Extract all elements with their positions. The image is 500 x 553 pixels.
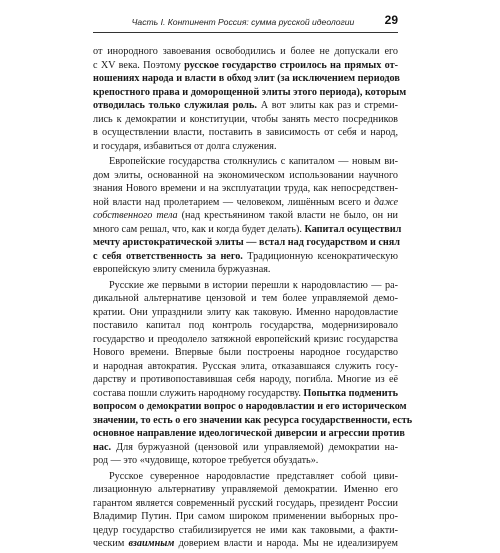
bold-emphasis: основное направление идеологической диверсии и агрессии против <box>93 428 405 439</box>
paragraph <box>93 45 407 153</box>
paragraph <box>93 155 402 277</box>
text-run: знания Нового времени и на эксплуатации труда, как непосредствен- <box>93 183 398 194</box>
text-run: с XV века. Поэтому <box>93 59 185 71</box>
bold-emphasis: отводилась только служилая роль. <box>93 100 257 111</box>
text-line <box>93 169 398 183</box>
text-line <box>93 306 398 320</box>
italic-emphasis: собственного тела <box>93 210 178 221</box>
text-line <box>93 537 398 551</box>
running-header: Часть I. Континент Россия: сумма русской идеологии <box>131 17 355 27</box>
text-line <box>93 497 398 511</box>
text-run: в осуществлении власти, поставить в зависимость от себя и народ, <box>93 127 398 138</box>
text-run: государство и преодолело затяжной европейский кризис государства <box>93 333 398 345</box>
bold-italic-emphasis: взаимным <box>128 538 175 549</box>
paragraph <box>93 470 398 551</box>
text-line <box>93 524 398 538</box>
text-line <box>93 346 398 360</box>
bold-emphasis: мечту аристократической элиты — встал над государством и снял <box>93 237 401 248</box>
text-run: ной власти над пролетарием — человеком, лишённым всего и <box>93 196 374 208</box>
text-line <box>93 59 398 73</box>
bold-emphasis: Попытка подменить <box>303 387 399 399</box>
text-line <box>93 510 398 524</box>
text-run: и государя, избавиться от долга служения. <box>93 140 277 152</box>
text-line <box>93 483 398 497</box>
text-line <box>93 209 398 223</box>
text-run: доверием власти и народа. Мы не идеализируем <box>174 538 398 549</box>
text-line <box>93 155 398 169</box>
text-line <box>93 470 398 484</box>
text-line <box>93 333 398 347</box>
bold-emphasis: значении, то есть о его значении как ресурса государственности, есть <box>93 414 413 426</box>
text-run: Для буржуазной (цензовой или управляемой) демократии на- <box>111 441 398 453</box>
text-run: Русское суверенное народовластие представляет собой циви- <box>109 470 398 482</box>
text-run: и народная автократия. Русская элита, отказавшаяся служить госу- <box>93 360 398 372</box>
bold-emphasis: с себя ответственность за него. <box>93 250 243 262</box>
text-run: дикальной альтернативе цензовой и тем более управляемой демо- <box>93 293 398 304</box>
text-run: Нового времени. Впервые были построены народное государство <box>93 347 398 358</box>
text-line <box>93 86 407 100</box>
bold-emphasis: крепостного права и доморощенной элиты этого периода), которым <box>93 86 407 98</box>
text-run: европейскую элиту сменила буржуазная. <box>93 264 271 275</box>
page-body-text <box>93 45 413 553</box>
text-line <box>93 387 398 401</box>
page-number: 29 <box>384 13 398 27</box>
text-line <box>93 140 398 154</box>
text-run: от инородного завоевания освободились и более не допускали его <box>93 46 398 57</box>
text-run: лись к демократии и конституции, чтобы занять место посредников <box>93 113 398 125</box>
text-line <box>93 196 398 210</box>
text-line <box>93 126 398 140</box>
text-line <box>93 45 398 59</box>
text-line <box>93 400 407 414</box>
text-line <box>93 292 398 306</box>
text-line <box>93 236 401 250</box>
text-line <box>93 263 398 277</box>
text-line <box>93 441 398 455</box>
text-run: цедур государство стабилизируется не ими как таковыми, а факти- <box>93 524 398 536</box>
header-rule <box>93 32 398 33</box>
text-run: А вот элиты как раз и стреми- <box>256 100 398 111</box>
text-run: род — это «чудовище, которое требуется обуздать». <box>93 455 319 466</box>
text-run: Русские же первыми в истории перешли к народовластию — ра- <box>109 279 398 291</box>
text-run: лизационную альтернативу управляемой демократии. Именно его <box>93 484 398 495</box>
text-run: поставило капитал под контроль государства, модернизировало <box>93 320 398 331</box>
paragraph <box>93 279 413 468</box>
text-run: Традиционную ксенократическую <box>242 250 398 262</box>
text-line <box>93 279 398 293</box>
text-line <box>93 182 398 196</box>
text-run: (над крестьянином такой власти не было, он ни <box>177 210 398 221</box>
bold-emphasis: ношениях народа и власти в обход элит (за исключением периодов <box>93 73 400 84</box>
bold-emphasis: русское государство строилось на прямых от- <box>184 59 398 71</box>
text-line <box>93 113 398 127</box>
text-run: Европейские государства столкнулись с капиталом — новым ви- <box>109 156 398 167</box>
bold-emphasis: вопросом о демократии вопрос о народовластии и его историческом <box>93 401 407 412</box>
text-run: состава пошли служить народному государству. <box>93 387 304 399</box>
text-line <box>93 319 398 333</box>
text-line <box>93 99 398 113</box>
text-run: кратии. Они упразднили элиту как таковую. Именно народовластие <box>93 306 398 318</box>
text-run: дом элиты, основанной на экономическом использовании научного <box>93 169 398 181</box>
text-line <box>93 250 398 264</box>
text-line <box>93 373 398 387</box>
text-run: много сам решал, что, как и когда будет делать). <box>93 223 305 235</box>
text-run: дарству и противопоставившая себя народу, погибла. Многие из её <box>93 374 398 385</box>
text-run: Владимир Путин. При самом широком применении выборных про- <box>93 511 398 522</box>
bold-emphasis: нас. <box>93 441 112 453</box>
text-run: гарантом является современный русский государь, президент России <box>93 497 398 509</box>
bold-emphasis: Капитал осуществил <box>304 223 402 235</box>
text-line <box>93 414 413 428</box>
text-line <box>93 360 398 374</box>
text-line <box>93 427 405 441</box>
text-line <box>93 72 398 86</box>
italic-emphasis: даже <box>373 196 398 208</box>
text-line <box>93 454 398 468</box>
text-line <box>93 223 402 237</box>
text-run: ческим <box>93 538 129 549</box>
